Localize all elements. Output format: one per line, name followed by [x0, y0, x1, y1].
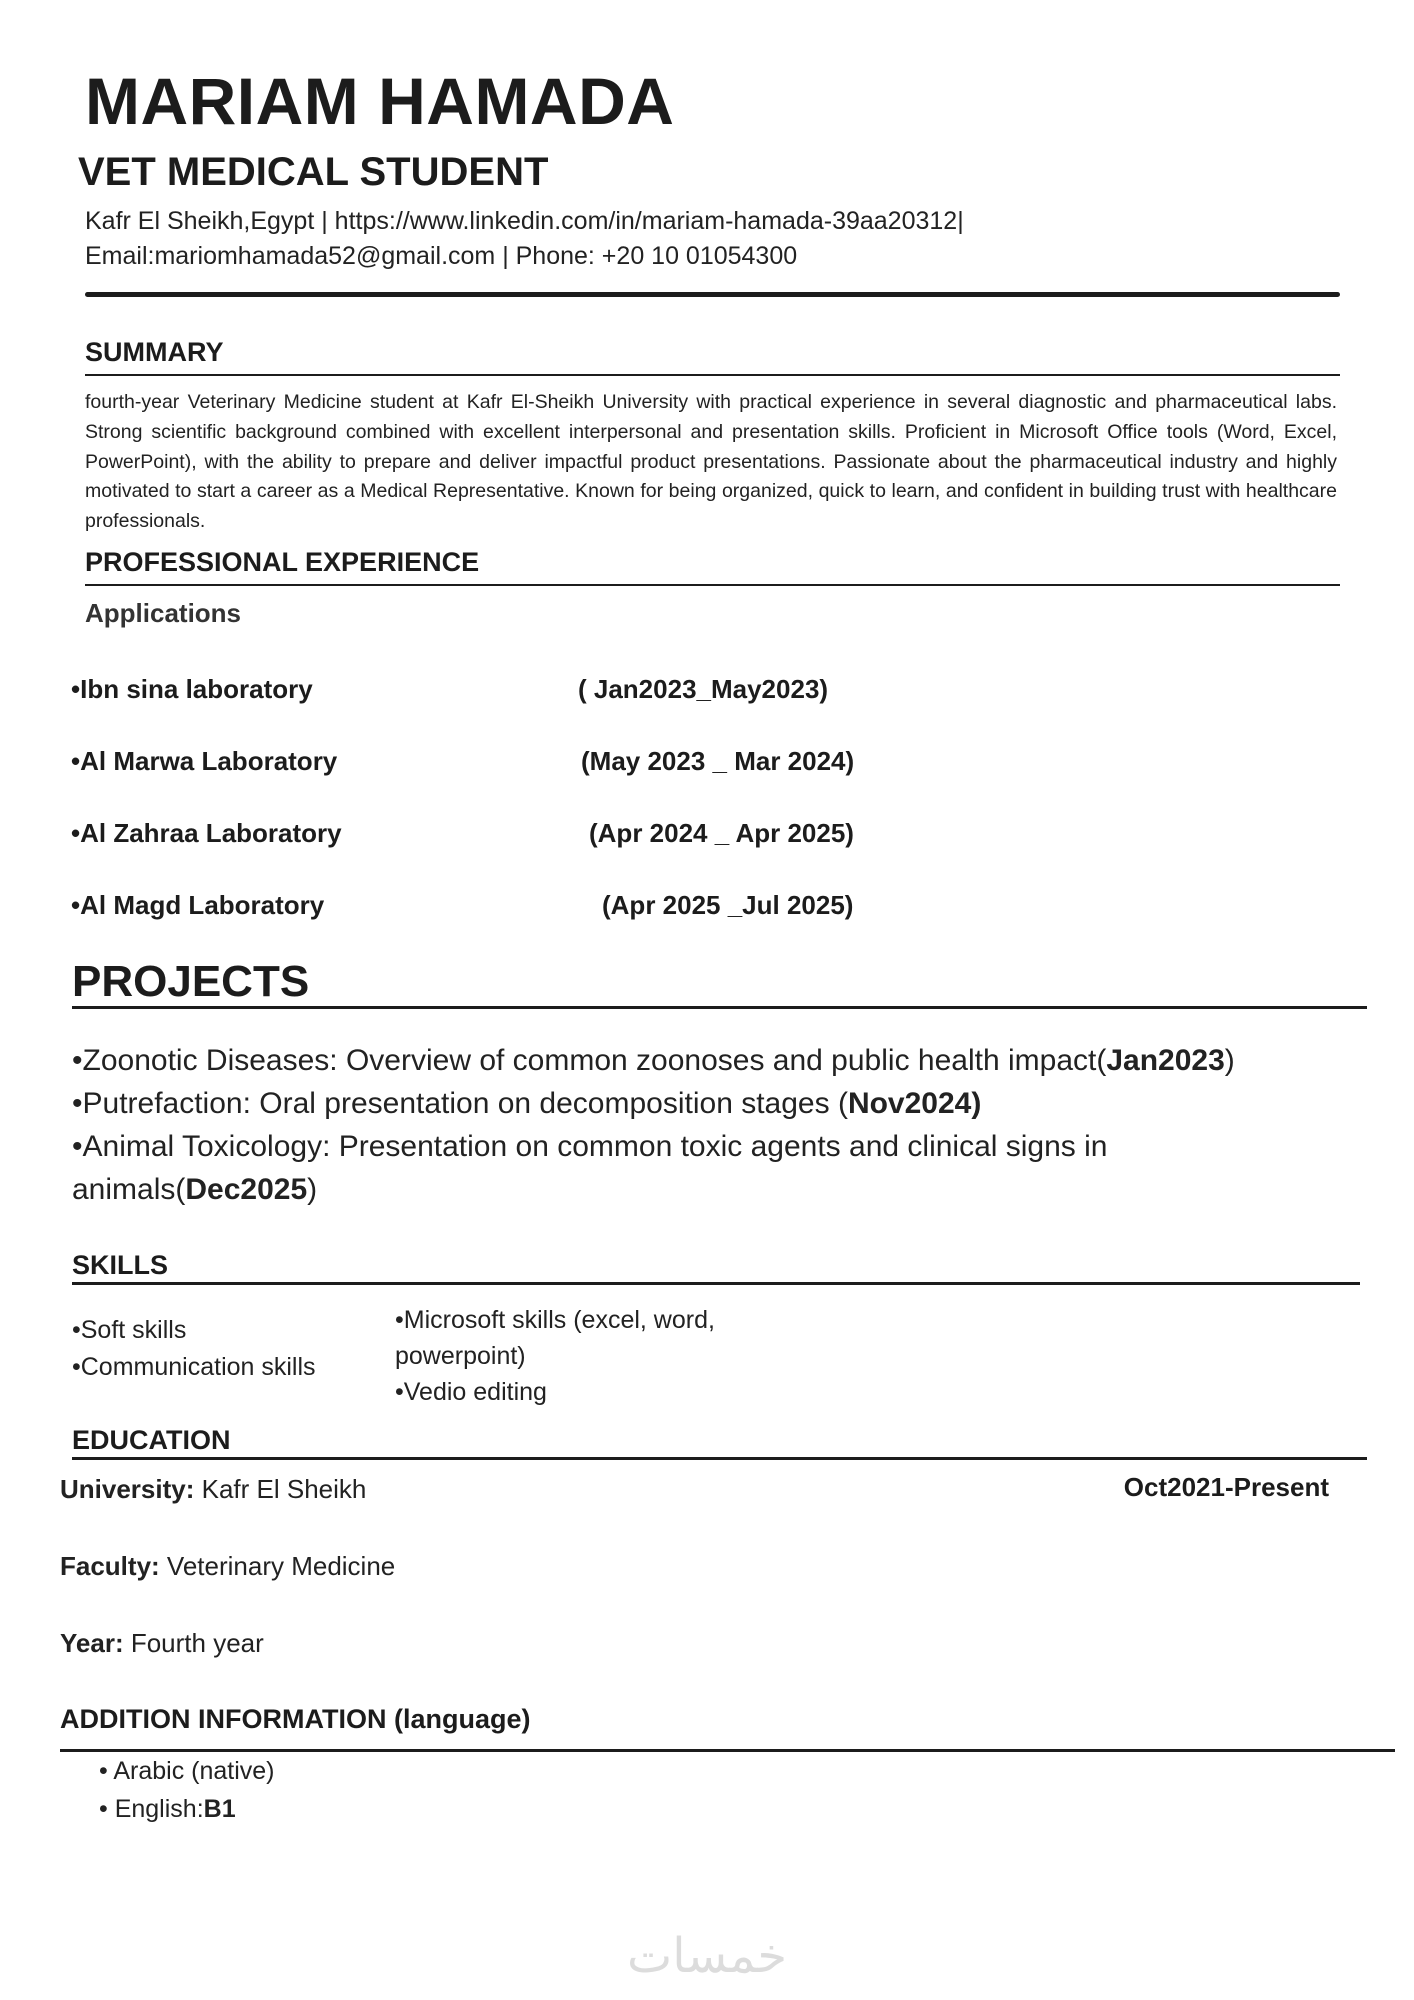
watermark-logo: خمسات — [627, 1928, 788, 1984]
candidate-name: MARIAM HAMADA — [85, 64, 675, 138]
language-level: B1 — [203, 1795, 236, 1823]
university-value: Kafr El Sheikh — [194, 1474, 367, 1504]
faculty-label: Faculty: — [60, 1551, 160, 1581]
education-year — [60, 1628, 264, 1658]
projects-heading: PROJECTS — [72, 957, 310, 1006]
language-label: Arabic (native) — [113, 1757, 275, 1785]
education-divider — [72, 1457, 1367, 1460]
contact-line-2: Email:mariomhamada52@gmail.com | Phone: +20 10 01054300 — [85, 242, 798, 270]
summary-divider — [85, 374, 1340, 376]
candidate-title: VET MEDICAL STUDENT — [78, 150, 549, 194]
project-item — [72, 1040, 1235, 1082]
project-end: ) — [307, 1173, 318, 1206]
skill-item: •Microsoft skills (excel, word, — [395, 1306, 715, 1334]
experience-item-name: •Al Magd Laboratory — [71, 890, 325, 920]
language-label: English: — [114, 1795, 204, 1823]
contact-line-1: Kafr El Sheikh,Egypt | https://www.linkedin.com/in/mariam-hamada-39aa20312| — [85, 207, 964, 235]
project-date: Jan2023 — [1106, 1044, 1225, 1077]
education-dates: Oct2021-Present — [1123, 1472, 1329, 1502]
language-item: • English:B1 — [99, 1795, 236, 1823]
education-heading: EDUCATION — [72, 1425, 231, 1455]
skills-heading: SKILLS — [72, 1250, 169, 1280]
experience-item-name: •Al Zahraa Laboratory — [71, 818, 342, 848]
project-item: •Animal Toxicology: Presentation on common toxic agents and clinical signs in — [72, 1130, 1108, 1163]
skill-item: •Communication skills — [72, 1353, 316, 1381]
education-university — [60, 1474, 366, 1504]
experience-subheading: Applications — [85, 598, 242, 628]
skill-item: powerpoint) — [395, 1342, 526, 1370]
project-date: Nov2024) — [847, 1087, 982, 1120]
year-label: Year: — [60, 1628, 124, 1658]
summary-heading: SUMMARY — [85, 337, 224, 367]
experience-divider — [85, 584, 1340, 586]
additional-divider — [60, 1749, 1395, 1752]
experience-item-name: •Al Marwa Laboratory — [71, 746, 338, 776]
project-text: •Zoonotic Diseases: Overview of common zoonoses and public health impact( — [72, 1044, 1107, 1077]
language-item: • Arabic (native) — [99, 1757, 275, 1785]
experience-item-dates: ( Jan2023_May2023) — [578, 674, 829, 704]
education-faculty — [60, 1551, 395, 1581]
summary-text: fourth-year Veterinary Medicine student at Kafr El-Sheikh University with practical experience in several diagnostic and pharmaceutical labs. Strong scientific background combined with excellent interpersonal and presentation skills. Proficient in Microsoft Office tools (Word, Excel, PowerPoint), with the ability to prepare and deliver impactful product presentations. Passionate about the pharmaceutical industry and highly motivated to start a career as a Medical Representative. Known for being organized, quick to learn, and confident in building trust with healthcare professionals. — [85, 391, 1337, 533]
skills-divider — [72, 1282, 1360, 1285]
university-label: University: — [60, 1474, 195, 1504]
project-date: Dec2025 — [185, 1173, 308, 1206]
project-item — [72, 1083, 981, 1125]
skill-item: •Vedio editing — [395, 1378, 547, 1406]
experience-item-dates: (Apr 2025 _Jul 2025) — [602, 890, 854, 920]
year-value: Fourth year — [123, 1628, 264, 1658]
faculty-value: Veterinary Medicine — [159, 1551, 396, 1581]
experience-item-dates: (Apr 2024 _ Apr 2025) — [589, 818, 854, 848]
header-divider — [85, 292, 1340, 297]
project-text: animals( — [72, 1173, 186, 1206]
project-item — [72, 1169, 317, 1211]
project-text: •Putrefaction: Oral presentation on decomposition stages ( — [72, 1087, 848, 1120]
additional-heading: ADDITION INFORMATION (language) — [60, 1704, 531, 1734]
experience-item-name: •Ibn sina laboratory — [71, 674, 313, 704]
experience-heading: PROFESSIONAL EXPERIENCE — [85, 547, 480, 577]
experience-item-dates: (May 2023 _ Mar 2024) — [581, 746, 855, 776]
project-end: ) — [1224, 1044, 1235, 1077]
skill-item: •Soft skills — [72, 1316, 187, 1344]
projects-divider — [72, 1006, 1367, 1009]
